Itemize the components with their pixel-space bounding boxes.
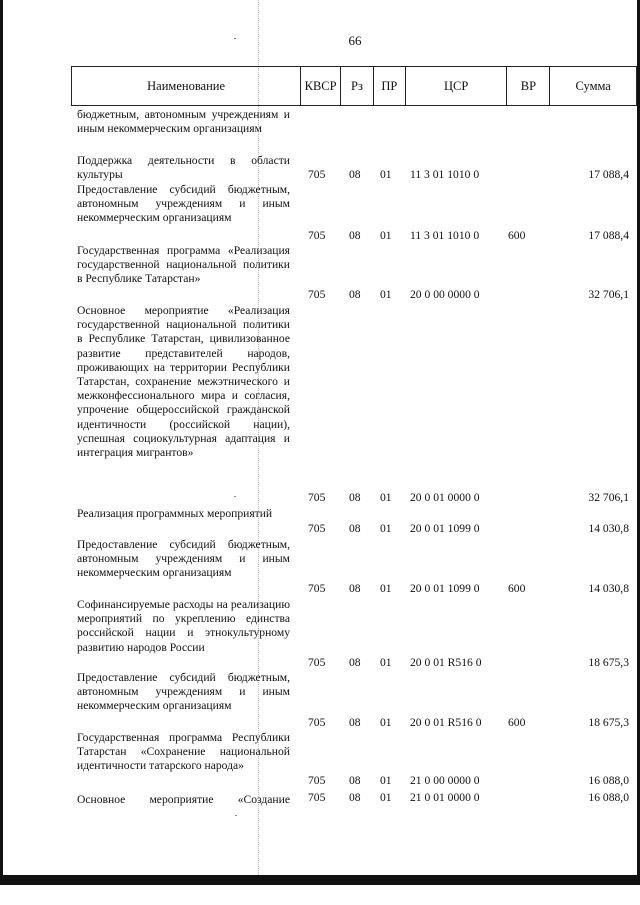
row-kvsr: 705: [308, 288, 326, 301]
row-pr: 01: [380, 168, 392, 181]
row-values: [0, 168, 640, 182]
row-pr: 01: [380, 288, 392, 301]
row-kvsr: 705: [308, 229, 326, 242]
row-csr: 20 0 01 1099 0: [410, 582, 480, 595]
row-rz: 08: [349, 656, 361, 669]
row-kvsr: 705: [308, 656, 326, 669]
row-pr: 01: [380, 716, 392, 729]
row-sum: 32 706,1: [588, 491, 629, 504]
row-name: Основное мероприятие «Реализация государственной национальной политики в Республике Татарстан, цивилизованное развитие представителей народов, проживающих на территории Республики Татарстан, сохранение межэтнического и межконфессионального мира и согласия, упрочение общероссийской гражданской идентичности (российской нации), успешная социокультурная адаптация и интеграция мигрантов»: [77, 304, 290, 460]
row-kvsr: 705: [308, 168, 326, 181]
row-name: Основное мероприятие «Создание: [77, 793, 290, 806]
row-pr: 01: [380, 791, 392, 804]
row-rz: 08: [349, 774, 361, 787]
row-name: Реализация программных мероприятий: [77, 507, 273, 520]
header-name: Наименование: [72, 67, 301, 105]
row-csr: 11 3 01 1010 0: [410, 168, 480, 181]
row-kvsr: 705: [308, 522, 326, 535]
row-name: Предоставление субсидий бюджетным, автономным учреждениям и иным некоммерческим организациям: [77, 538, 290, 580]
row-kvsr: 705: [308, 716, 326, 729]
header-sum: Сумма: [575, 78, 611, 93]
row-rz: 08: [349, 288, 361, 301]
row-csr: 21 0 01 0000 0: [410, 791, 480, 804]
header-vr: ВР: [507, 67, 550, 105]
scan-edge-bottom: [0, 875, 640, 885]
row-sum: 14 030,8: [588, 522, 629, 535]
row-pr: 01: [380, 656, 392, 669]
row-rz: 08: [349, 168, 361, 181]
row-values: [0, 491, 640, 505]
row-vr: 600: [508, 229, 526, 242]
header-kvsr: КВСР: [301, 67, 341, 105]
row-sum: 14 030,8: [588, 582, 629, 595]
header-csr: ЦСР: [406, 67, 508, 105]
scan-speck: [234, 38, 236, 39]
row-sum: 16 088,0: [588, 774, 629, 787]
header-rz: Рз: [341, 67, 374, 105]
row-csr: 11 3 01 1010 0: [410, 229, 480, 242]
row-csr: 21 0 00 0000 0: [410, 774, 480, 787]
row-pr: 01: [380, 491, 392, 504]
row-pr: 01: [380, 582, 392, 595]
row-values: [0, 288, 640, 302]
row-rz: 08: [349, 582, 361, 595]
row-csr: 20 0 00 0000 0: [410, 288, 480, 301]
row-kvsr: 705: [308, 582, 326, 595]
row-values: [0, 522, 640, 536]
row-values: [0, 656, 640, 670]
row-pr: 01: [380, 774, 392, 787]
scan-edge-left: [0, 0, 3, 875]
row-name: Предоставление субсидий бюджетным, автономным учреждениям и иным некоммерческим организациям: [77, 671, 290, 713]
row-csr: 20 0 01 R516 0: [410, 716, 482, 729]
row-csr: 20 0 01 R516 0: [410, 656, 482, 669]
row-sum: 32 706,1: [588, 288, 629, 301]
row-sum: 18 675,3: [588, 656, 629, 669]
row-pr: 01: [380, 229, 392, 242]
scan-speck: [235, 815, 237, 816]
row-name: Предоставление субсидий бюджетным, автономным учреждениям и иным некоммерческим организациям: [77, 183, 290, 225]
row-sum: 17 088,4: [588, 168, 629, 181]
row-sum: 17 088,4: [588, 229, 629, 242]
row-name: бюджетным, автономным учреждениям и иным некоммерческим организациям: [77, 108, 290, 136]
row-rz: 08: [349, 491, 361, 504]
row-sum: 18 675,3: [588, 716, 629, 729]
row-values: [0, 774, 640, 788]
row-name: Государственная программа «Реализация государственной национальной политики в Республике Татарстан»: [77, 244, 290, 286]
row-rz: 08: [349, 791, 361, 804]
row-rz: 08: [349, 229, 361, 242]
row-rz: 08: [349, 716, 361, 729]
row-name: Государственная программа Республики Татарстан «Сохранение национальной идентичности татарского народа»: [77, 731, 290, 773]
page-number: 66: [348, 33, 362, 48]
row-values: [0, 229, 640, 243]
scan-speck: [234, 496, 236, 497]
row-kvsr: 705: [308, 491, 326, 504]
row-values: [0, 716, 640, 730]
table-header: [71, 66, 637, 106]
row-vr: 600: [508, 716, 526, 729]
row-sum: 16 088,0: [588, 791, 629, 804]
row-pr: 01: [380, 522, 392, 535]
row-name: Поддержка деятельности в области культуры: [77, 154, 290, 182]
row-rz: 08: [349, 522, 361, 535]
header-pr: ПР: [374, 67, 406, 105]
row-vr: 600: [508, 582, 526, 595]
row-kvsr: 705: [308, 774, 326, 787]
row-values: [0, 582, 640, 596]
row-name: Софинансируемые расходы на реализацию мероприятий по укреплению единства российской нации и этнокультурному развитию народов России: [77, 598, 290, 654]
row-kvsr: 705: [308, 791, 326, 804]
row-csr: 20 0 01 1099 0: [410, 522, 480, 535]
row-csr: 20 0 01 0000 0: [410, 491, 480, 504]
row-values: [0, 791, 640, 805]
